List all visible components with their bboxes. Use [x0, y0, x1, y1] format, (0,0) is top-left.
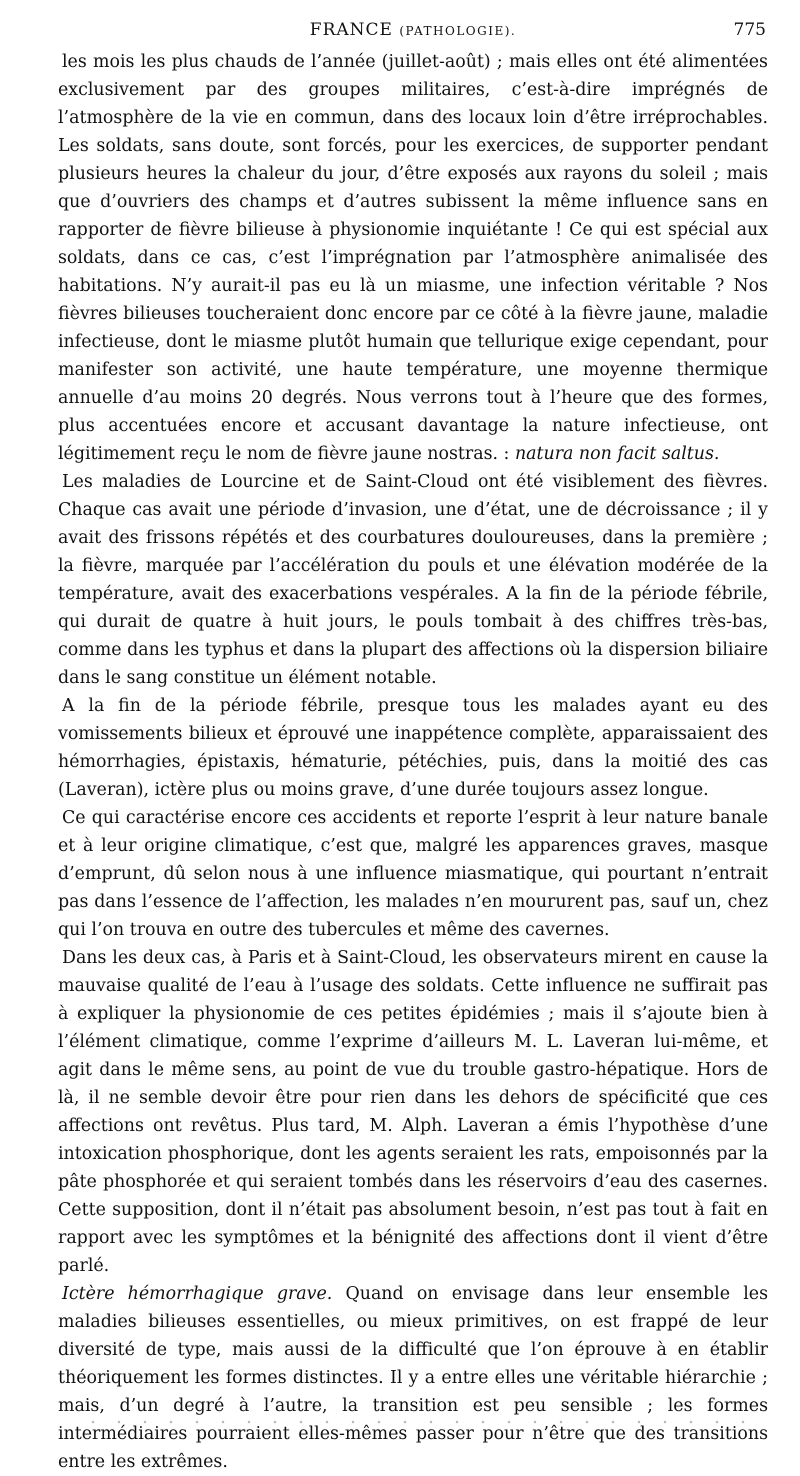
- section-heading: Ictère hémorrhagique grave.: [62, 1284, 333, 1304]
- paragraph-4: [58, 804, 768, 944]
- paragraph-text: Quand on envisage dans leur ensemble les maladies bilieuses essentielles, ou mieux primitives, on est frappé de leur diversité de type, mais aussi de la difficulté que l’on éprouve à en établir théoriquement les formes distinctes. Il y a entre elles une véritable hiérarchie ; mais, d’un degré à l’autre, la transition est peu sensible ; les formes intermédiaires pourraient elles-mêmes passer pour n’être que des transitions entre les extrêmes.: [58, 1284, 768, 1472]
- footer-dots-decoration: [80, 1420, 760, 1424]
- page-header: [58, 0, 768, 48]
- paragraph-5: [58, 944, 768, 1280]
- running-title: [58, 20, 768, 40]
- paragraph-6: [58, 1280, 768, 1476]
- paragraph-2: [58, 468, 768, 692]
- page-number: 775: [733, 20, 766, 40]
- paragraph-1: [58, 48, 768, 468]
- paragraph-text: Ce qui caractérise encore ces accidents et reporte l’esprit à leur nature banale et à leur origine climatique, c’est que, malgré les apparences graves, masque d’emprunt, dû selon nous à une influence miasmatique, qui pourtant n’entrait pas dans l’essence de l’affection, les malades n’en moururent pas, sauf un, chez qui l’on trouva en outre des tubercules et même des cavernes.: [58, 808, 768, 940]
- paragraph-3: [58, 692, 768, 804]
- paragraph-text: les mois les plus chauds de l’année (juillet-août) ; mais elles ont été alimentées exclusivement par des groupes militaires, c’est-à-dire imprégnés de l’atmosphère de la vie en commun, dans des locaux loin d’être irréprochables. Les soldats, sans doute, sont forcés, pour les exercices, de supporter pendant plusieurs heures la chaleur du jour, d’être exposés aux rayons du soleil ; mais que d’ouvriers des champs et d’autres subissent la même influence sans en rapporter de fièvre bilieuse à physionomie inquiétante ! Ce qui est spécial aux soldats, dans ce cas, c’est l’imprégnation par l’atmosphère animalisée des habitations. N’y aurait-il pas eu là un miasme, une infection véritable ? Nos fièvres bilieuses toucheraient donc encore par ce côté à la fièvre jaune, maladie infectieuse, dont le miasme plutôt humain que tellurique exige cependant, pour manifester son activité, une haute température, une moyenne thermique annuelle d’au moins 20 degrés. Nous verrons tout à l’heure que des formes, plus accentuées encore et accusant davantage la nature infectieuse, ont légitimement reçu le nom de fièvre jaune nostras. :: [58, 52, 768, 464]
- paragraph-text: A la fin de la période fébrile, presque tous les malades ayant eu des vomissements bilieux et éprouvé une inappétence complète, apparaissaient des hémorrhagies, épistaxis, hématurie, pétéchies, puis, dans la moitié des cas (Laveran), ictère plus ou moins grave, d’une durée toujours assez longue.: [58, 696, 768, 800]
- running-title-main: FRANCE: [309, 20, 393, 40]
- body-text: [58, 48, 768, 1476]
- paragraph-text: Les maladies de Lourcine et de Saint-Cloud ont été visiblement des fièvres. Chaque cas avait une période d’invasion, une d’état, une de décroissance ; il y avait des frissons répétés et des courbatures douloureuses, dans la première ; la fièvre, marquée par l’accélération du pouls et une élévation modérée de la température, avait des exacerbations vespérales. A la fin de la période fébrile, qui durait de quatre à huit jours, le pouls tombait à des chiffres très-bas, comme dans les typhus et dans la plupart des affections où la dispersion biliaire dans le sang constitue un élément notable.: [58, 472, 768, 688]
- latin-phrase: natura non facit saltus.: [514, 444, 720, 464]
- running-title-sub: (PATHOLOGIE).: [399, 24, 517, 38]
- paragraph-text: Dans les deux cas, à Paris et à Saint-Cloud, les observateurs mirent en cause la mauvaise qualité de l’eau à l’usage des soldats. Cette influence ne suffirait pas à expliquer la physionomie de ces petites épidémies ; mais il s’ajoute bien à l’élément climatique, comme l’exprime d’ailleurs M. L. Laveran lui-même, et agit dans le même sens, au point de vue du trouble gastro-hépatique. Hors de là, il ne semble devoir être pour rien dans les dehors de spécificité que ces affections ont revêtus. Plus tard, M. Alph. Laveran a émis l’hypothèse d’une intoxication phosphorique, dont les agents seraient les rats, empoisonnés par la pâte phosphorée et qui seraient tombés dans les réservoirs d’eau des casernes. Cette supposition, dont il n’était pas absolument besoin, n’est pas tout à fait en rapport avec les symptômes et la bénignité des affections dont il vient d’être parlé.: [58, 948, 768, 1276]
